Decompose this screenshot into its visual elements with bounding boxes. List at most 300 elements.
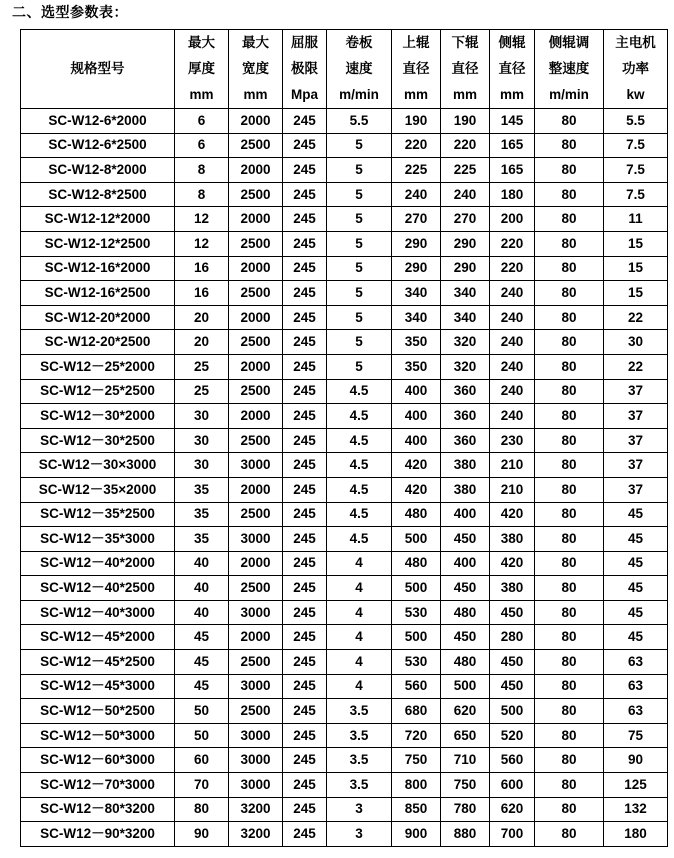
cell-main-motor-power: 45 (604, 502, 668, 527)
cell-max-thickness: 6 (175, 133, 229, 158)
cell-max-width: 3000 (229, 723, 283, 748)
cell-max-width: 2000 (229, 158, 283, 183)
table-row (21, 748, 668, 773)
cell-rolling-speed: 5 (327, 158, 392, 183)
cell-side-roll-adjust-speed: 80 (535, 330, 604, 355)
cell-rolling-speed: 4.5 (327, 477, 392, 502)
table-row (21, 428, 668, 453)
cell-side-roll-diameter: 240 (490, 354, 535, 379)
cell-max-thickness: 50 (175, 723, 229, 748)
cell-model: SC-W12－35×2000 (21, 477, 175, 502)
cell-yield-limit: 245 (283, 182, 327, 207)
cell-main-motor-power: 7.5 (604, 182, 668, 207)
cell-lower-roll-diameter: 190 (441, 109, 490, 134)
table-row (21, 551, 668, 576)
cell-lower-roll-diameter: 450 (441, 527, 490, 552)
cell-max-thickness: 30 (175, 428, 229, 453)
header-line: 屈服 (291, 35, 318, 50)
header-line: 功率 (622, 61, 649, 76)
cell-main-motor-power: 37 (604, 404, 668, 429)
cell-rolling-speed: 3 (327, 822, 392, 847)
cell-yield-limit: 245 (283, 404, 327, 429)
table-row (21, 576, 668, 601)
header-line: 最大 (188, 35, 215, 50)
cell-yield-limit: 245 (283, 477, 327, 502)
cell-side-roll-adjust-speed: 80 (535, 822, 604, 847)
cell-max-thickness: 8 (175, 182, 229, 207)
cell-model: SC-W12－30*2000 (21, 404, 175, 429)
cell-lower-roll-diameter: 380 (441, 453, 490, 478)
cell-upper-roll-diameter: 560 (392, 674, 441, 699)
cell-lower-roll-diameter: 225 (441, 158, 490, 183)
header-line: mm (499, 87, 524, 102)
cell-yield-limit: 245 (283, 551, 327, 576)
cell-side-roll-diameter: 240 (490, 330, 535, 355)
cell-max-thickness: 12 (175, 231, 229, 256)
cell-model: SC-W12－50*2500 (21, 699, 175, 724)
cell-yield-limit: 245 (283, 231, 327, 256)
cell-lower-roll-diameter: 620 (441, 699, 490, 724)
cell-side-roll-adjust-speed: 80 (535, 133, 604, 158)
cell-rolling-speed: 5 (327, 182, 392, 207)
header-line: 主电机 (615, 35, 656, 50)
cell-upper-roll-diameter: 420 (392, 453, 441, 478)
cell-yield-limit: 245 (283, 699, 327, 724)
cell-side-roll-adjust-speed: 80 (535, 354, 604, 379)
table-row (21, 797, 668, 822)
cell-rolling-speed: 5 (327, 256, 392, 281)
cell-yield-limit: 245 (283, 256, 327, 281)
cell-side-roll-diameter: 420 (490, 551, 535, 576)
cell-lower-roll-diameter: 780 (441, 797, 490, 822)
table-row (21, 625, 668, 650)
cell-side-roll-diameter: 380 (490, 527, 535, 552)
cell-side-roll-diameter: 520 (490, 723, 535, 748)
table-row (21, 404, 668, 429)
cell-side-roll-diameter: 600 (490, 773, 535, 798)
header-line: mm (189, 87, 214, 102)
cell-max-thickness: 70 (175, 773, 229, 798)
table-row (21, 502, 668, 527)
cell-rolling-speed: 4 (327, 650, 392, 675)
table-row (21, 109, 668, 134)
header-max-width (229, 30, 283, 109)
cell-model: SC-W12－35*3000 (21, 527, 175, 552)
cell-upper-roll-diameter: 220 (392, 133, 441, 158)
cell-yield-limit: 245 (283, 281, 327, 306)
cell-lower-roll-diameter: 220 (441, 133, 490, 158)
cell-upper-roll-diameter: 340 (392, 281, 441, 306)
cell-model: SC-W12－90*3200 (21, 822, 175, 847)
cell-main-motor-power: 22 (604, 305, 668, 330)
cell-model: SC-W12-8*2000 (21, 158, 175, 183)
cell-yield-limit: 245 (283, 576, 327, 601)
cell-model: SC-W12-6*2500 (21, 133, 175, 158)
cell-main-motor-power: 45 (604, 600, 668, 625)
cell-side-roll-adjust-speed: 80 (535, 231, 604, 256)
cell-max-thickness: 40 (175, 551, 229, 576)
cell-lower-roll-diameter: 320 (441, 354, 490, 379)
cell-yield-limit: 245 (283, 773, 327, 798)
cell-lower-roll-diameter: 240 (441, 182, 490, 207)
cell-main-motor-power: 45 (604, 551, 668, 576)
cell-rolling-speed: 3.5 (327, 748, 392, 773)
cell-side-roll-diameter: 560 (490, 748, 535, 773)
cell-main-motor-power: 7.5 (604, 158, 668, 183)
cell-main-motor-power: 37 (604, 379, 668, 404)
cell-side-roll-adjust-speed: 80 (535, 773, 604, 798)
cell-rolling-speed: 4.5 (327, 404, 392, 429)
cell-side-roll-adjust-speed: 80 (535, 699, 604, 724)
cell-rolling-speed: 5 (327, 330, 392, 355)
cell-lower-roll-diameter: 320 (441, 330, 490, 355)
header-line: 宽度 (242, 61, 269, 76)
header-line: Mpa (291, 87, 318, 102)
cell-upper-roll-diameter: 900 (392, 822, 441, 847)
cell-max-width: 2500 (229, 281, 283, 306)
cell-max-width: 3200 (229, 797, 283, 822)
cell-side-roll-diameter: 450 (490, 674, 535, 699)
cell-max-width: 2500 (229, 576, 283, 601)
table-row (21, 379, 668, 404)
cell-max-thickness: 16 (175, 256, 229, 281)
cell-model: SC-W12－60*3000 (21, 748, 175, 773)
cell-lower-roll-diameter: 340 (441, 281, 490, 306)
cell-yield-limit: 245 (283, 625, 327, 650)
cell-model: SC-W12－50*3000 (21, 723, 175, 748)
cell-upper-roll-diameter: 720 (392, 723, 441, 748)
cell-side-roll-adjust-speed: 80 (535, 723, 604, 748)
cell-lower-roll-diameter: 450 (441, 625, 490, 650)
cell-side-roll-diameter: 200 (490, 207, 535, 232)
cell-side-roll-adjust-speed: 80 (535, 305, 604, 330)
cell-yield-limit: 245 (283, 527, 327, 552)
cell-model: SC-W12-16*2000 (21, 256, 175, 281)
cell-model: SC-W12－25*2500 (21, 379, 175, 404)
cell-max-width: 2500 (229, 330, 283, 355)
cell-upper-roll-diameter: 400 (392, 379, 441, 404)
cell-rolling-speed: 4 (327, 600, 392, 625)
cell-yield-limit: 245 (283, 354, 327, 379)
cell-max-thickness: 8 (175, 158, 229, 183)
cell-main-motor-power: 11 (604, 207, 668, 232)
cell-main-motor-power: 45 (604, 527, 668, 552)
cell-side-roll-diameter: 210 (490, 453, 535, 478)
cell-lower-roll-diameter: 480 (441, 650, 490, 675)
cell-side-roll-adjust-speed: 80 (535, 674, 604, 699)
cell-main-motor-power: 15 (604, 256, 668, 281)
cell-model: SC-W12-20*2500 (21, 330, 175, 355)
cell-side-roll-diameter: 145 (490, 109, 535, 134)
cell-lower-roll-diameter: 290 (441, 256, 490, 281)
header-line: 厚度 (188, 61, 215, 76)
cell-model: SC-W12－40*2000 (21, 551, 175, 576)
cell-model: SC-W12－30×3000 (21, 453, 175, 478)
table-body (21, 109, 668, 847)
cell-rolling-speed: 5 (327, 207, 392, 232)
cell-model: SC-W12－45*3000 (21, 674, 175, 699)
cell-model: SC-W12－25*2000 (21, 354, 175, 379)
cell-lower-roll-diameter: 400 (441, 502, 490, 527)
cell-upper-roll-diameter: 680 (392, 699, 441, 724)
cell-side-roll-adjust-speed: 80 (535, 650, 604, 675)
cell-lower-roll-diameter: 650 (441, 723, 490, 748)
cell-side-roll-adjust-speed: 80 (535, 453, 604, 478)
cell-upper-roll-diameter: 480 (392, 551, 441, 576)
table-row (21, 477, 668, 502)
cell-yield-limit: 245 (283, 330, 327, 355)
cell-main-motor-power: 180 (604, 822, 668, 847)
cell-upper-roll-diameter: 850 (392, 797, 441, 822)
cell-main-motor-power: 63 (604, 650, 668, 675)
cell-max-thickness: 25 (175, 379, 229, 404)
cell-side-roll-diameter: 450 (490, 600, 535, 625)
cell-max-thickness: 20 (175, 330, 229, 355)
cell-lower-roll-diameter: 710 (441, 748, 490, 773)
cell-max-width: 2000 (229, 477, 283, 502)
cell-main-motor-power: 45 (604, 625, 668, 650)
cell-upper-roll-diameter: 225 (392, 158, 441, 183)
header-line: 整速度 (548, 61, 590, 76)
cell-main-motor-power: 37 (604, 477, 668, 502)
cell-upper-roll-diameter: 750 (392, 748, 441, 773)
cell-max-width: 3000 (229, 748, 283, 773)
cell-rolling-speed: 4.5 (327, 527, 392, 552)
cell-upper-roll-diameter: 480 (392, 502, 441, 527)
header-side-roll-diameter (490, 30, 535, 109)
cell-max-width: 2000 (229, 551, 283, 576)
cell-max-width: 2500 (229, 650, 283, 675)
header-line: mm (243, 87, 268, 102)
cell-yield-limit: 245 (283, 109, 327, 134)
cell-side-roll-diameter: 700 (490, 822, 535, 847)
cell-rolling-speed: 5 (327, 305, 392, 330)
cell-upper-roll-diameter: 290 (392, 231, 441, 256)
cell-model: SC-W12－40*2500 (21, 576, 175, 601)
cell-side-roll-adjust-speed: 80 (535, 158, 604, 183)
cell-main-motor-power: 15 (604, 281, 668, 306)
cell-max-thickness: 6 (175, 109, 229, 134)
cell-main-motor-power: 125 (604, 773, 668, 798)
cell-max-width: 2500 (229, 699, 283, 724)
cell-upper-roll-diameter: 350 (392, 354, 441, 379)
cell-model: SC-W12－40*3000 (21, 600, 175, 625)
cell-side-roll-diameter: 380 (490, 576, 535, 601)
cell-yield-limit: 245 (283, 674, 327, 699)
cell-lower-roll-diameter: 450 (441, 576, 490, 601)
cell-upper-roll-diameter: 500 (392, 576, 441, 601)
cell-yield-limit: 245 (283, 379, 327, 404)
table-row (21, 133, 668, 158)
cell-lower-roll-diameter: 380 (441, 477, 490, 502)
header-line: 极限 (291, 61, 318, 76)
header-line: mm (452, 87, 477, 102)
table-row (21, 354, 668, 379)
cell-model: SC-W12-12*2000 (21, 207, 175, 232)
cell-side-roll-diameter: 210 (490, 477, 535, 502)
cell-side-roll-diameter: 240 (490, 281, 535, 306)
cell-side-roll-diameter: 620 (490, 797, 535, 822)
header-rolling-speed (327, 30, 392, 109)
cell-max-thickness: 30 (175, 453, 229, 478)
header-line: m/min (549, 87, 589, 102)
cell-side-roll-adjust-speed: 80 (535, 379, 604, 404)
cell-yield-limit: 245 (283, 502, 327, 527)
cell-side-roll-diameter: 220 (490, 231, 535, 256)
cell-side-roll-diameter: 240 (490, 305, 535, 330)
table-header-row (21, 30, 668, 109)
table-row (21, 305, 668, 330)
cell-max-width: 3000 (229, 674, 283, 699)
cell-max-thickness: 90 (175, 822, 229, 847)
table-row (21, 207, 668, 232)
cell-side-roll-adjust-speed: 80 (535, 207, 604, 232)
cell-max-width: 2500 (229, 428, 283, 453)
cell-yield-limit: 245 (283, 748, 327, 773)
cell-yield-limit: 245 (283, 723, 327, 748)
cell-lower-roll-diameter: 480 (441, 600, 490, 625)
cell-yield-limit: 245 (283, 158, 327, 183)
header-line: 速度 (345, 61, 373, 76)
table-row (21, 822, 668, 847)
cell-rolling-speed: 3.5 (327, 773, 392, 798)
cell-max-thickness: 30 (175, 404, 229, 429)
header-line: 规格型号 (70, 61, 125, 76)
table-row (21, 600, 668, 625)
header-upper-roll-diameter (392, 30, 441, 109)
cell-side-roll-diameter: 165 (490, 158, 535, 183)
cell-max-thickness: 45 (175, 625, 229, 650)
cell-side-roll-diameter: 420 (490, 502, 535, 527)
cell-yield-limit: 245 (283, 822, 327, 847)
cell-upper-roll-diameter: 340 (392, 305, 441, 330)
header-line: 最大 (242, 35, 269, 50)
cell-yield-limit: 245 (283, 133, 327, 158)
header-line: 直径 (498, 61, 526, 76)
cell-upper-roll-diameter: 400 (392, 404, 441, 429)
cell-upper-roll-diameter: 190 (392, 109, 441, 134)
cell-rolling-speed: 5.5 (327, 109, 392, 134)
cell-rolling-speed: 5 (327, 231, 392, 256)
cell-max-width: 2000 (229, 625, 283, 650)
cell-max-thickness: 80 (175, 797, 229, 822)
cell-lower-roll-diameter: 400 (441, 551, 490, 576)
cell-lower-roll-diameter: 500 (441, 674, 490, 699)
cell-side-roll-diameter: 450 (490, 650, 535, 675)
table-row (21, 453, 668, 478)
table-row (21, 773, 668, 798)
cell-side-roll-adjust-speed: 80 (535, 281, 604, 306)
cell-max-width: 2000 (229, 404, 283, 429)
cell-max-thickness: 45 (175, 674, 229, 699)
cell-model: SC-W12－35*2500 (21, 502, 175, 527)
cell-lower-roll-diameter: 750 (441, 773, 490, 798)
cell-main-motor-power: 15 (604, 231, 668, 256)
cell-side-roll-adjust-speed: 80 (535, 600, 604, 625)
cell-side-roll-diameter: 280 (490, 625, 535, 650)
cell-model: SC-W12-20*2000 (21, 305, 175, 330)
cell-side-roll-adjust-speed: 80 (535, 502, 604, 527)
cell-rolling-speed: 4.5 (327, 453, 392, 478)
cell-upper-roll-diameter: 800 (392, 773, 441, 798)
cell-max-thickness: 20 (175, 305, 229, 330)
header-model (21, 30, 175, 109)
cell-max-width: 2500 (229, 379, 283, 404)
cell-rolling-speed: 4.5 (327, 379, 392, 404)
header-max-thickness (175, 30, 229, 109)
cell-max-width: 2500 (229, 182, 283, 207)
cell-side-roll-adjust-speed: 80 (535, 109, 604, 134)
cell-max-width: 2000 (229, 256, 283, 281)
cell-side-roll-adjust-speed: 80 (535, 404, 604, 429)
cell-yield-limit: 245 (283, 650, 327, 675)
cell-max-width: 2000 (229, 305, 283, 330)
cell-lower-roll-diameter: 880 (441, 822, 490, 847)
cell-upper-roll-diameter: 530 (392, 600, 441, 625)
cell-main-motor-power: 132 (604, 797, 668, 822)
header-line: 侧辊 (498, 35, 526, 50)
table-row (21, 527, 668, 552)
cell-upper-roll-diameter: 270 (392, 207, 441, 232)
cell-main-motor-power: 7.5 (604, 133, 668, 158)
cell-rolling-speed: 3 (327, 797, 392, 822)
cell-side-roll-adjust-speed: 80 (535, 797, 604, 822)
cell-model: SC-W12-8*2500 (21, 182, 175, 207)
cell-main-motor-power: 30 (604, 330, 668, 355)
cell-model: SC-W12－30*2500 (21, 428, 175, 453)
cell-lower-roll-diameter: 360 (441, 428, 490, 453)
cell-rolling-speed: 3.5 (327, 723, 392, 748)
cell-side-roll-diameter: 240 (490, 404, 535, 429)
cell-upper-roll-diameter: 500 (392, 527, 441, 552)
cell-side-roll-adjust-speed: 80 (535, 256, 604, 281)
cell-side-roll-diameter: 500 (490, 699, 535, 724)
header-line: mm (403, 87, 428, 102)
cell-side-roll-diameter: 180 (490, 182, 535, 207)
cell-rolling-speed: 4.5 (327, 502, 392, 527)
cell-main-motor-power: 63 (604, 699, 668, 724)
cell-side-roll-adjust-speed: 80 (535, 477, 604, 502)
cell-max-thickness: 16 (175, 281, 229, 306)
cell-main-motor-power: 45 (604, 576, 668, 601)
cell-max-thickness: 25 (175, 354, 229, 379)
table-row (21, 182, 668, 207)
cell-side-roll-adjust-speed: 80 (535, 576, 604, 601)
header-line: kw (626, 87, 645, 102)
header-line: 下辊 (451, 35, 479, 50)
cell-rolling-speed: 3.5 (327, 699, 392, 724)
cell-max-width: 2500 (229, 502, 283, 527)
table-row (21, 699, 668, 724)
header-main-motor-power (604, 30, 668, 109)
cell-max-width: 3000 (229, 773, 283, 798)
cell-rolling-speed: 4 (327, 625, 392, 650)
cell-max-width: 3000 (229, 527, 283, 552)
cell-side-roll-adjust-speed: 80 (535, 625, 604, 650)
cell-model: SC-W12－45*2500 (21, 650, 175, 675)
cell-max-thickness: 35 (175, 527, 229, 552)
cell-model: SC-W12-12*2500 (21, 231, 175, 256)
cell-yield-limit: 245 (283, 305, 327, 330)
header-line: 直径 (451, 61, 479, 76)
cell-side-roll-diameter: 165 (490, 133, 535, 158)
cell-lower-roll-diameter: 290 (441, 231, 490, 256)
cell-upper-roll-diameter: 290 (392, 256, 441, 281)
cell-max-thickness: 45 (175, 650, 229, 675)
table-row (21, 674, 668, 699)
header-line: 直径 (402, 61, 430, 76)
cell-main-motor-power: 63 (604, 674, 668, 699)
